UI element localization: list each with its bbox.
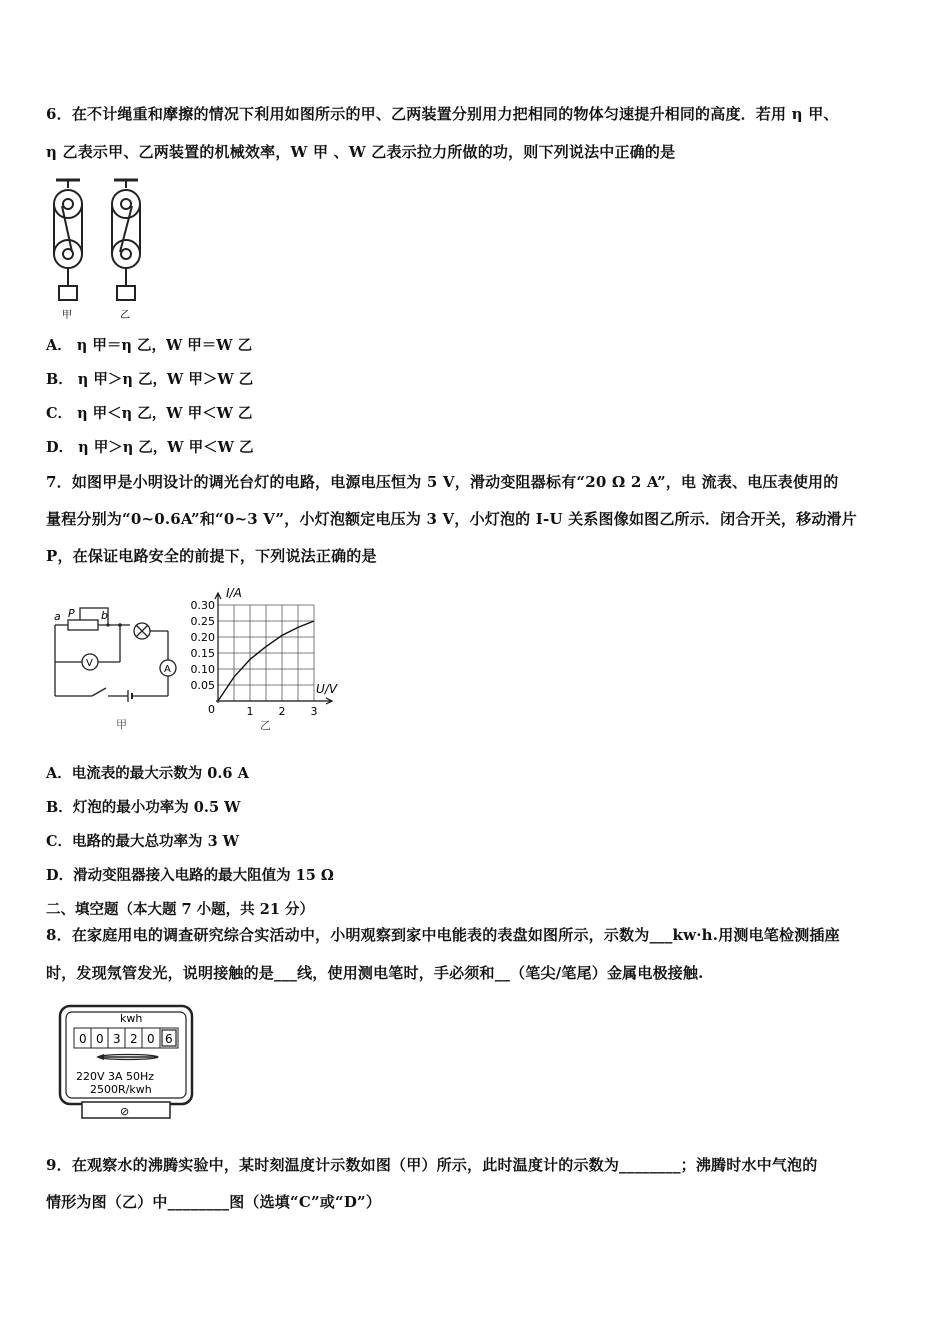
circuit-label-a: a (54, 610, 61, 623)
pulley-label-yi: 乙 (120, 310, 130, 321)
circuit-diagram (50, 606, 190, 736)
q7-stem-line2: 量程分别为“0~0.6A”和“0~3 V”，小灯泡额定电压为 3 V，小灯泡的 I-U 关系图像如图乙所示．闭合开关，移动滑片 (46, 510, 857, 528)
chart-tick-labels (191, 599, 318, 718)
q6-option-b: B． η 甲＞η 乙，W 甲＞W 乙 (46, 371, 254, 388)
y-axis (215, 593, 221, 703)
energy-meter (58, 1004, 196, 1120)
meter-digit-5: 0 (147, 1032, 155, 1046)
meter-digit-6: 6 (165, 1032, 173, 1046)
circuit-label-p: P (68, 607, 75, 620)
q7-option-a: A．电流表的最大示数为 0.6 A (46, 765, 249, 782)
meter-digit-3: 3 (113, 1032, 121, 1046)
chart-grid (218, 605, 314, 701)
chart-origin-label: 0 (208, 703, 215, 716)
voltmeter-label: V (86, 658, 93, 669)
q8-stem-line2: 时，发现氖管发光，说明接触的是___线，使用测电笔时，手必须和__（笔尖/笔尾）金属电极接触. (46, 964, 704, 982)
y-tick-label: 0.15 (190, 647, 215, 660)
meter-screw-icon: ⊘ (120, 1105, 130, 1118)
meter-unit: kwh (120, 1012, 143, 1025)
chart-caption: 乙 (260, 719, 271, 732)
iu-chart (186, 583, 356, 738)
chart-axes (215, 593, 332, 704)
meter-digit-2: 0 (96, 1032, 104, 1046)
y-tick-label: 0.05 (190, 679, 215, 692)
x-tick-label: 3 (310, 705, 318, 718)
circuit-caption: 甲 (116, 718, 127, 731)
y-tick-label: 0.10 (190, 663, 215, 676)
q7-stem-line3: P，在保证电路安全的前提下，下列说法正确的是 (46, 547, 377, 565)
q7-option-d: D．滑动变阻器接入电路的最大阻值为 15 Ω (46, 867, 334, 884)
meter-disc-arrow-icon (96, 1054, 158, 1060)
chart-y-label: I/A (226, 586, 242, 600)
y-tick-label: 0.20 (190, 631, 215, 644)
q6-option-a: A． η 甲＝η 乙，W 甲＝W 乙 (46, 337, 253, 354)
q7-option-b: B．灯泡的最小功率为 0.5 W (46, 799, 241, 816)
ammeter-label: A (164, 664, 171, 675)
q6-option-c: C． η 甲＜η 乙，W 甲＜W 乙 (46, 405, 253, 422)
q6-option-d: D． η 甲＞η 乙，W 甲＜W 乙 (46, 439, 254, 456)
meter-digit-4: 2 (130, 1032, 138, 1046)
pulley-label-jia: 甲 (62, 310, 72, 321)
x-tick-label: 2 (278, 705, 286, 718)
section-heading: 二、填空题（本大题 7 小题，共 21 分） (46, 901, 314, 918)
q7-stem-line1: 7．如图甲是小明设计的调光台灯的电路，电源电压恒为 5 V，滑动变阻器标有“20 Ω 2 A”，电 流表、电压表使用的 (46, 473, 839, 491)
pulley-figure (48, 176, 158, 322)
x-tick-label: 1 (246, 705, 254, 718)
meter-spec-line1: 220V 3A 50Hz (76, 1070, 155, 1083)
y-tick-label: 0.25 (190, 615, 215, 628)
y-tick-label: 0.30 (190, 599, 215, 612)
chart-x-label: U/V (316, 682, 338, 696)
circuit-label-b: b (101, 609, 108, 622)
q9-stem-line1: 9．在观察水的沸腾实验中，某时刻温度计示数如图（甲）所示，此时温度计的示数为________；沸腾时水中气泡的 (46, 1156, 818, 1174)
pulley-yi (112, 180, 140, 300)
q9-stem-line2: 情形为图（乙）中________图（选填“C”或“D”） (46, 1193, 382, 1211)
q7-option-c: C．电路的最大总功率为 3 W (46, 833, 240, 850)
meter-digit-1: 0 (79, 1032, 87, 1046)
q8-stem-line1: 8．在家庭用电的调查研究综合实活动中，小明观察到家中电能表的表盘如图所示，示数为___kw·h.用测电笔检测插座 (46, 926, 840, 944)
q6-stem-line1: 6．在不计绳重和摩擦的情况下利用如图所示的甲、乙两装置分别用力把相同的物体匀速提升相同的高度．若用 η 甲、 (46, 105, 839, 123)
meter-spec-line2: 2500R/kwh (90, 1083, 152, 1096)
pulley-jia (54, 180, 82, 300)
q6-stem-line2: η 乙表示甲、乙两装置的机械效率，W 甲 、W 乙表示拉力所做的功，则下列说法中正确的是 (46, 143, 676, 161)
x-axis (216, 698, 332, 704)
